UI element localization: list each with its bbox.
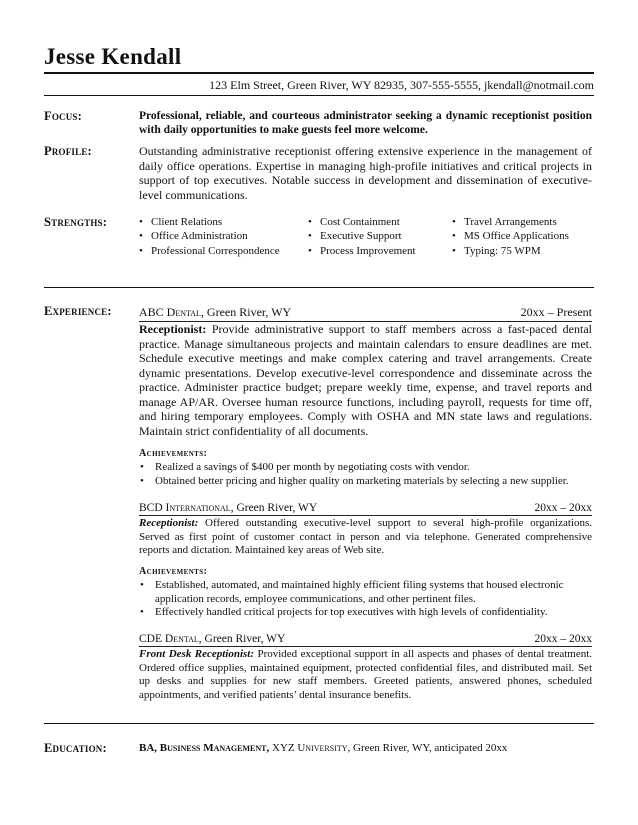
job-company: CDE Dental [139, 633, 199, 645]
job-title: Front Desk Receptionist: [139, 648, 255, 660]
strength-item: • MS Office Applications [452, 229, 569, 243]
achievements-list [139, 579, 592, 620]
strength-item: • Executive Support [308, 229, 416, 243]
strengths-column-2 [308, 215, 416, 258]
job-header [139, 633, 592, 647]
job-description: Receptionist: Provide administrative support to staff members across a fast-paced dental practice. Manage simultaneous projects and maintain calendars to ensure deadlines are met. Schedule executive meetings and make complex catering and travel arrangements. Create dynamic presentations. Develop executive-level correspondence and disseminate across the practice. Administer practice budget; prepare weekly time, expense, and travel reports and manage AP/AR. Oversee human resource functions, including payroll, requests for time off, and hiring temporary employees. Comply with OSHA and MN state laws and regulations. Maintain strict confidentiality of all documents. [139, 322, 592, 438]
achievements-label: Achievements: [139, 566, 208, 577]
focus-label: Focus: [44, 109, 83, 123]
education-entry [139, 742, 507, 754]
section-divider [44, 287, 594, 288]
education-details: , Green River, WY, anticipated 20xx [347, 742, 508, 754]
job-dates: 20xx – 20xx [534, 502, 592, 514]
strength-item: • Process Improvement [308, 244, 416, 258]
strength-item: • Office Administration [139, 229, 280, 243]
contact-line: 123 Elm Street, Green River, WY 82935, 307-555-5555, jkendall@notmail.com [209, 78, 594, 92]
header-rule-thick [44, 72, 594, 74]
education-degree: BA, Business Management, [139, 742, 270, 754]
achievements-label: Achievements: [139, 448, 208, 459]
achievements-list [139, 461, 592, 488]
strengths-column-3 [452, 215, 569, 258]
strength-item: • Travel Arrangements [452, 215, 569, 229]
candidate-name: Jesse Kendall [44, 44, 182, 69]
focus-text: Professional, reliable, and courteous administrator seeking a dynamic receptionist position with daily opportunities to make guests feel more welcome. [139, 110, 592, 136]
job-company: ABC Dental [139, 305, 201, 319]
strength-item: • Professional Correspondence [139, 244, 280, 258]
achievement-item: • Effectively handled critical projects for top executives with high levels of confidentiality. [139, 606, 592, 620]
job-header [139, 305, 592, 322]
strengths-column-1 [139, 215, 280, 258]
strength-item: • Cost Containment [308, 215, 416, 229]
job-description: Receptionist: Offered outstanding executive-level support to several high-profile organizations. Served as first point of customer contact in person and via telephone. Generated comprehensive reports and dictation. Maintained key areas of Web site. [139, 517, 592, 556]
achievement-item: • Established, automated, and maintained highly efficient filing systems that housed electronic application records, employee communications, and other pertinent files. [139, 579, 592, 606]
job-location: , Green River, WY [198, 633, 286, 645]
profile-label: Profile: [44, 144, 92, 158]
header-rule-thin [44, 95, 594, 96]
job-location: , Green River, WY [230, 502, 318, 514]
achievement-item: • Obtained better pricing and higher quality on marketing materials by selecting a new supplier. [139, 475, 592, 489]
strength-item: • Typing: 75 WPM [452, 244, 569, 258]
job-location: , Green River, WY [200, 305, 292, 319]
section-divider [44, 723, 594, 724]
education-school: XYZ University [269, 742, 348, 754]
job-company: BCD International [139, 502, 231, 514]
job-description: Front Desk Receptionist: Provided exceptional support in all aspects and phases of dental treatment. Ordered office supplies, maintained equipment, protected confidential files, and distributed mail. Set up desks and supplies for new staff members. Greeted patients, answered phones, scheduled appointments, and verified patients’ dental insurance benefits. [139, 648, 593, 701]
job-dates: 20xx – 20xx [534, 633, 592, 645]
job-title: Receptionist: [139, 517, 199, 529]
achievement-item: • Realized a savings of $400 per month by negotiating costs with vendor. [139, 461, 592, 475]
job-dates: 20xx – Present [520, 305, 592, 319]
strength-item: • Client Relations [139, 215, 280, 229]
job-header [139, 502, 592, 516]
strengths-label: Strengths: [44, 215, 108, 229]
profile-text: Outstanding administrative receptionist offering extensive experience in the management of daily office operations. Expertise in managing high-profile initiatives and critical projects in support of top executives. Notable success in development and dissemination of executive-level communications. [139, 144, 592, 202]
experience-label: Experience: [44, 304, 112, 318]
job-title: Receptionist: [139, 322, 207, 336]
education-label: Education: [44, 741, 107, 755]
